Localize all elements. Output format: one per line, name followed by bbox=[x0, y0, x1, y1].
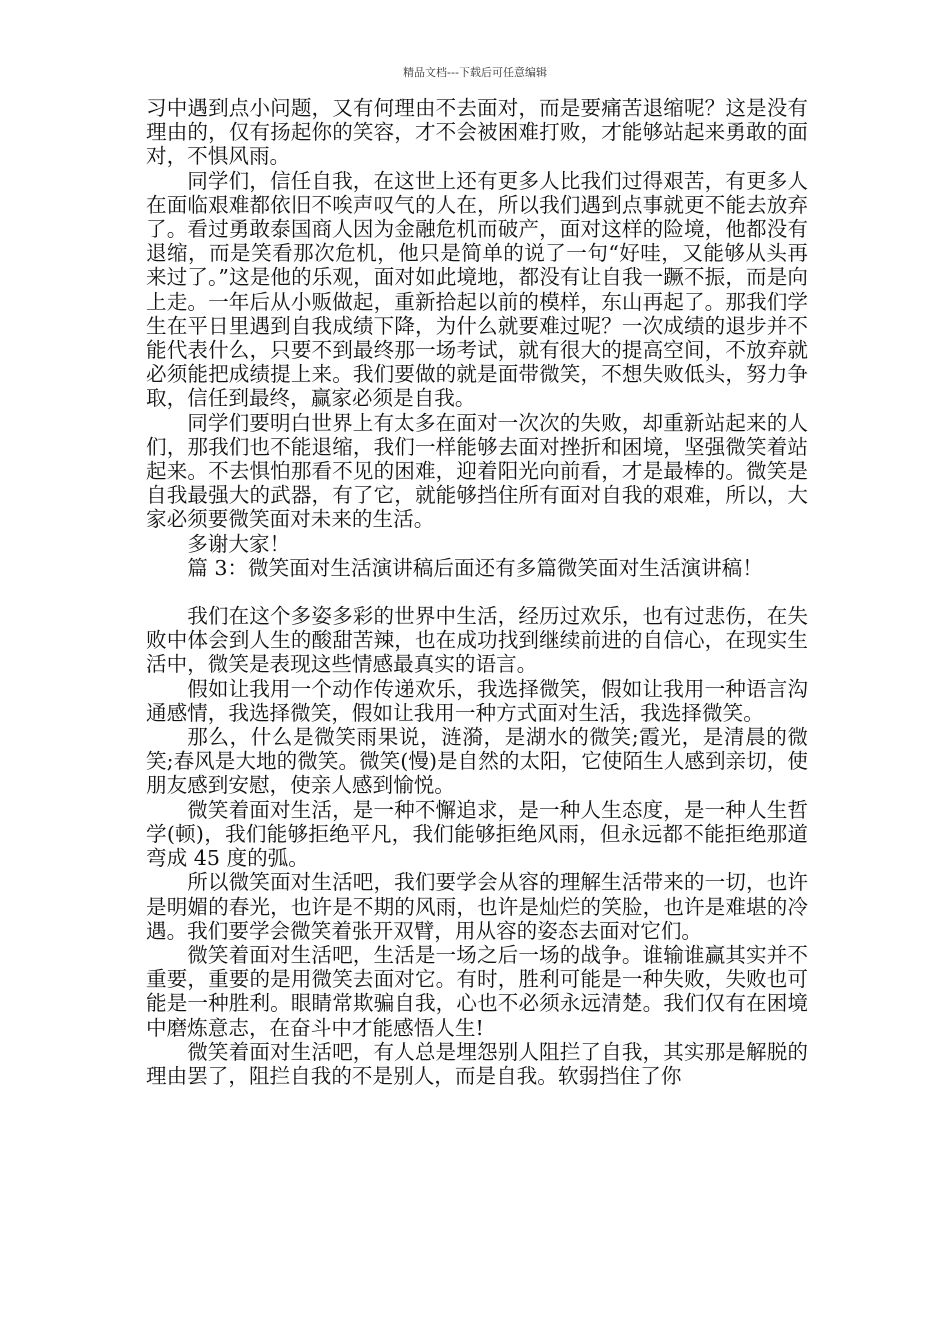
paragraph: 习中遇到点小问题，又有何理由不去面对，而是要痛苦退缩呢？这是没有理由的，仅有扬起你的笑容，才不会被困难打败，才能够站起来勇敢的面对，不惧风雨。 bbox=[146, 96, 808, 169]
section-heading: 篇 3：微笑面对生活演讲稿后面还有多篇微笑面对生活演讲稿！ bbox=[187, 555, 763, 580]
paragraph: 所以微笑面对生活吧，我们要学会从容的理解生活带来的一切，也许是明媚的春光，也许是不期的风雨，也许是灿烂的笑脸，也许是难堪的冷遇。我们要学会微笑着张开双臂，用从容的姿态去面对它们。 bbox=[146, 870, 808, 943]
closing-thanks: 多谢大家！ bbox=[187, 531, 291, 556]
paragraph: 微笑着面对生活吧，有人总是埋怨别人阻拦了自我，其实那是解脱的理由罢了，阻拦自我的不是别人，而是自我。软弱挡住了你 bbox=[146, 1039, 808, 1088]
paragraph: 微笑着面对生活吧，生活是一场之后一场的战争。谁输谁赢其实并不重要，重要的是用微笑去面对它。有时，胜利可能是一种失败，失败也可能是一种胜利。眼睛常欺骗自我，心也不必须永远清楚。我们仅有在困境中磨炼意志，在奋斗中才能感悟人生! bbox=[146, 942, 808, 1040]
paragraph: 同学们要明白世界上有太多在面对一次次的失败，却重新站起来的人们，那我们也不能退缩，我们一样能够去面对挫折和困境，坚强微笑着站起来。不去惧怕那看不见的困难，迎着阳光向前看，才是最棒的。微笑是自我最强大的武器，有了它，就能够挡住所有面对自我的艰难，所以，大家必须要微笑面对未来的生活。 bbox=[146, 410, 808, 532]
paragraph: 那么，什么是微笑雨果说，涟漪，是湖水的微笑;霞光，是清晨的微笑;春风是大地的微笑。微笑(慢)是自然的太阳，它使陌生人感到亲切，使朋友感到安慰，使亲人感到愉悦。 bbox=[146, 725, 808, 798]
paragraph: 假如让我用一个动作传递欢乐，我选择微笑，假如让我用一种语言沟通感情，我选择微笑，假如让我用一种方式面对生活，我选择微笑。 bbox=[146, 676, 808, 725]
paragraph: 同学们，信任自我，在这世上还有更多人比我们过得艰苦，有更多人在面临艰难都依旧不唉声叹气的人在，所以我们遇到点事就更不能去放弃了。看过勇敢泰国商人因为金融危机而破产，面对这样的险境，他都没有退缩，而是笑看那次危机，他只是简单的说了一句“好哇，又能够从头再来过了。”这是他的乐观，面对如此境地，都没有让自我一蹶不振，而是向上走。一年后从小贩做起，重新拾起以前的模样，东山再起了。那我们学生在平日里遇到自我成绩下降，为什么就要难过呢？一次成绩的退步并不能代表什么，只要不到最终那一场考试，就有很大的提高空间，不放弃就必须能把成绩提上来。我们要做的就是面带微笑，不想失败低头，努力争取，信任到最终，赢家必须是自我。 bbox=[146, 168, 808, 411]
page-header: 精品文档---下载后可任意编辑 bbox=[403, 66, 547, 79]
paragraph: 我们在这个多姿多彩的世界中生活，经历过欢乐，也有过悲伤，在失败中体会到人生的酸甜苦辣，也在成功找到继续前进的自信心，在现实生活中，微笑是表现这些情感最真实的语言。 bbox=[146, 604, 808, 677]
paragraph: 微笑着面对生活，是一种不懈追求，是一种人生态度，是一种人生哲学(顿)，我们能够拒绝平凡，我们能够拒绝风雨，但永远都不能拒绝那道弯成 45 度的弧。 bbox=[146, 797, 808, 871]
section-spacer bbox=[146, 580, 808, 604]
document-body bbox=[146, 96, 808, 1088]
